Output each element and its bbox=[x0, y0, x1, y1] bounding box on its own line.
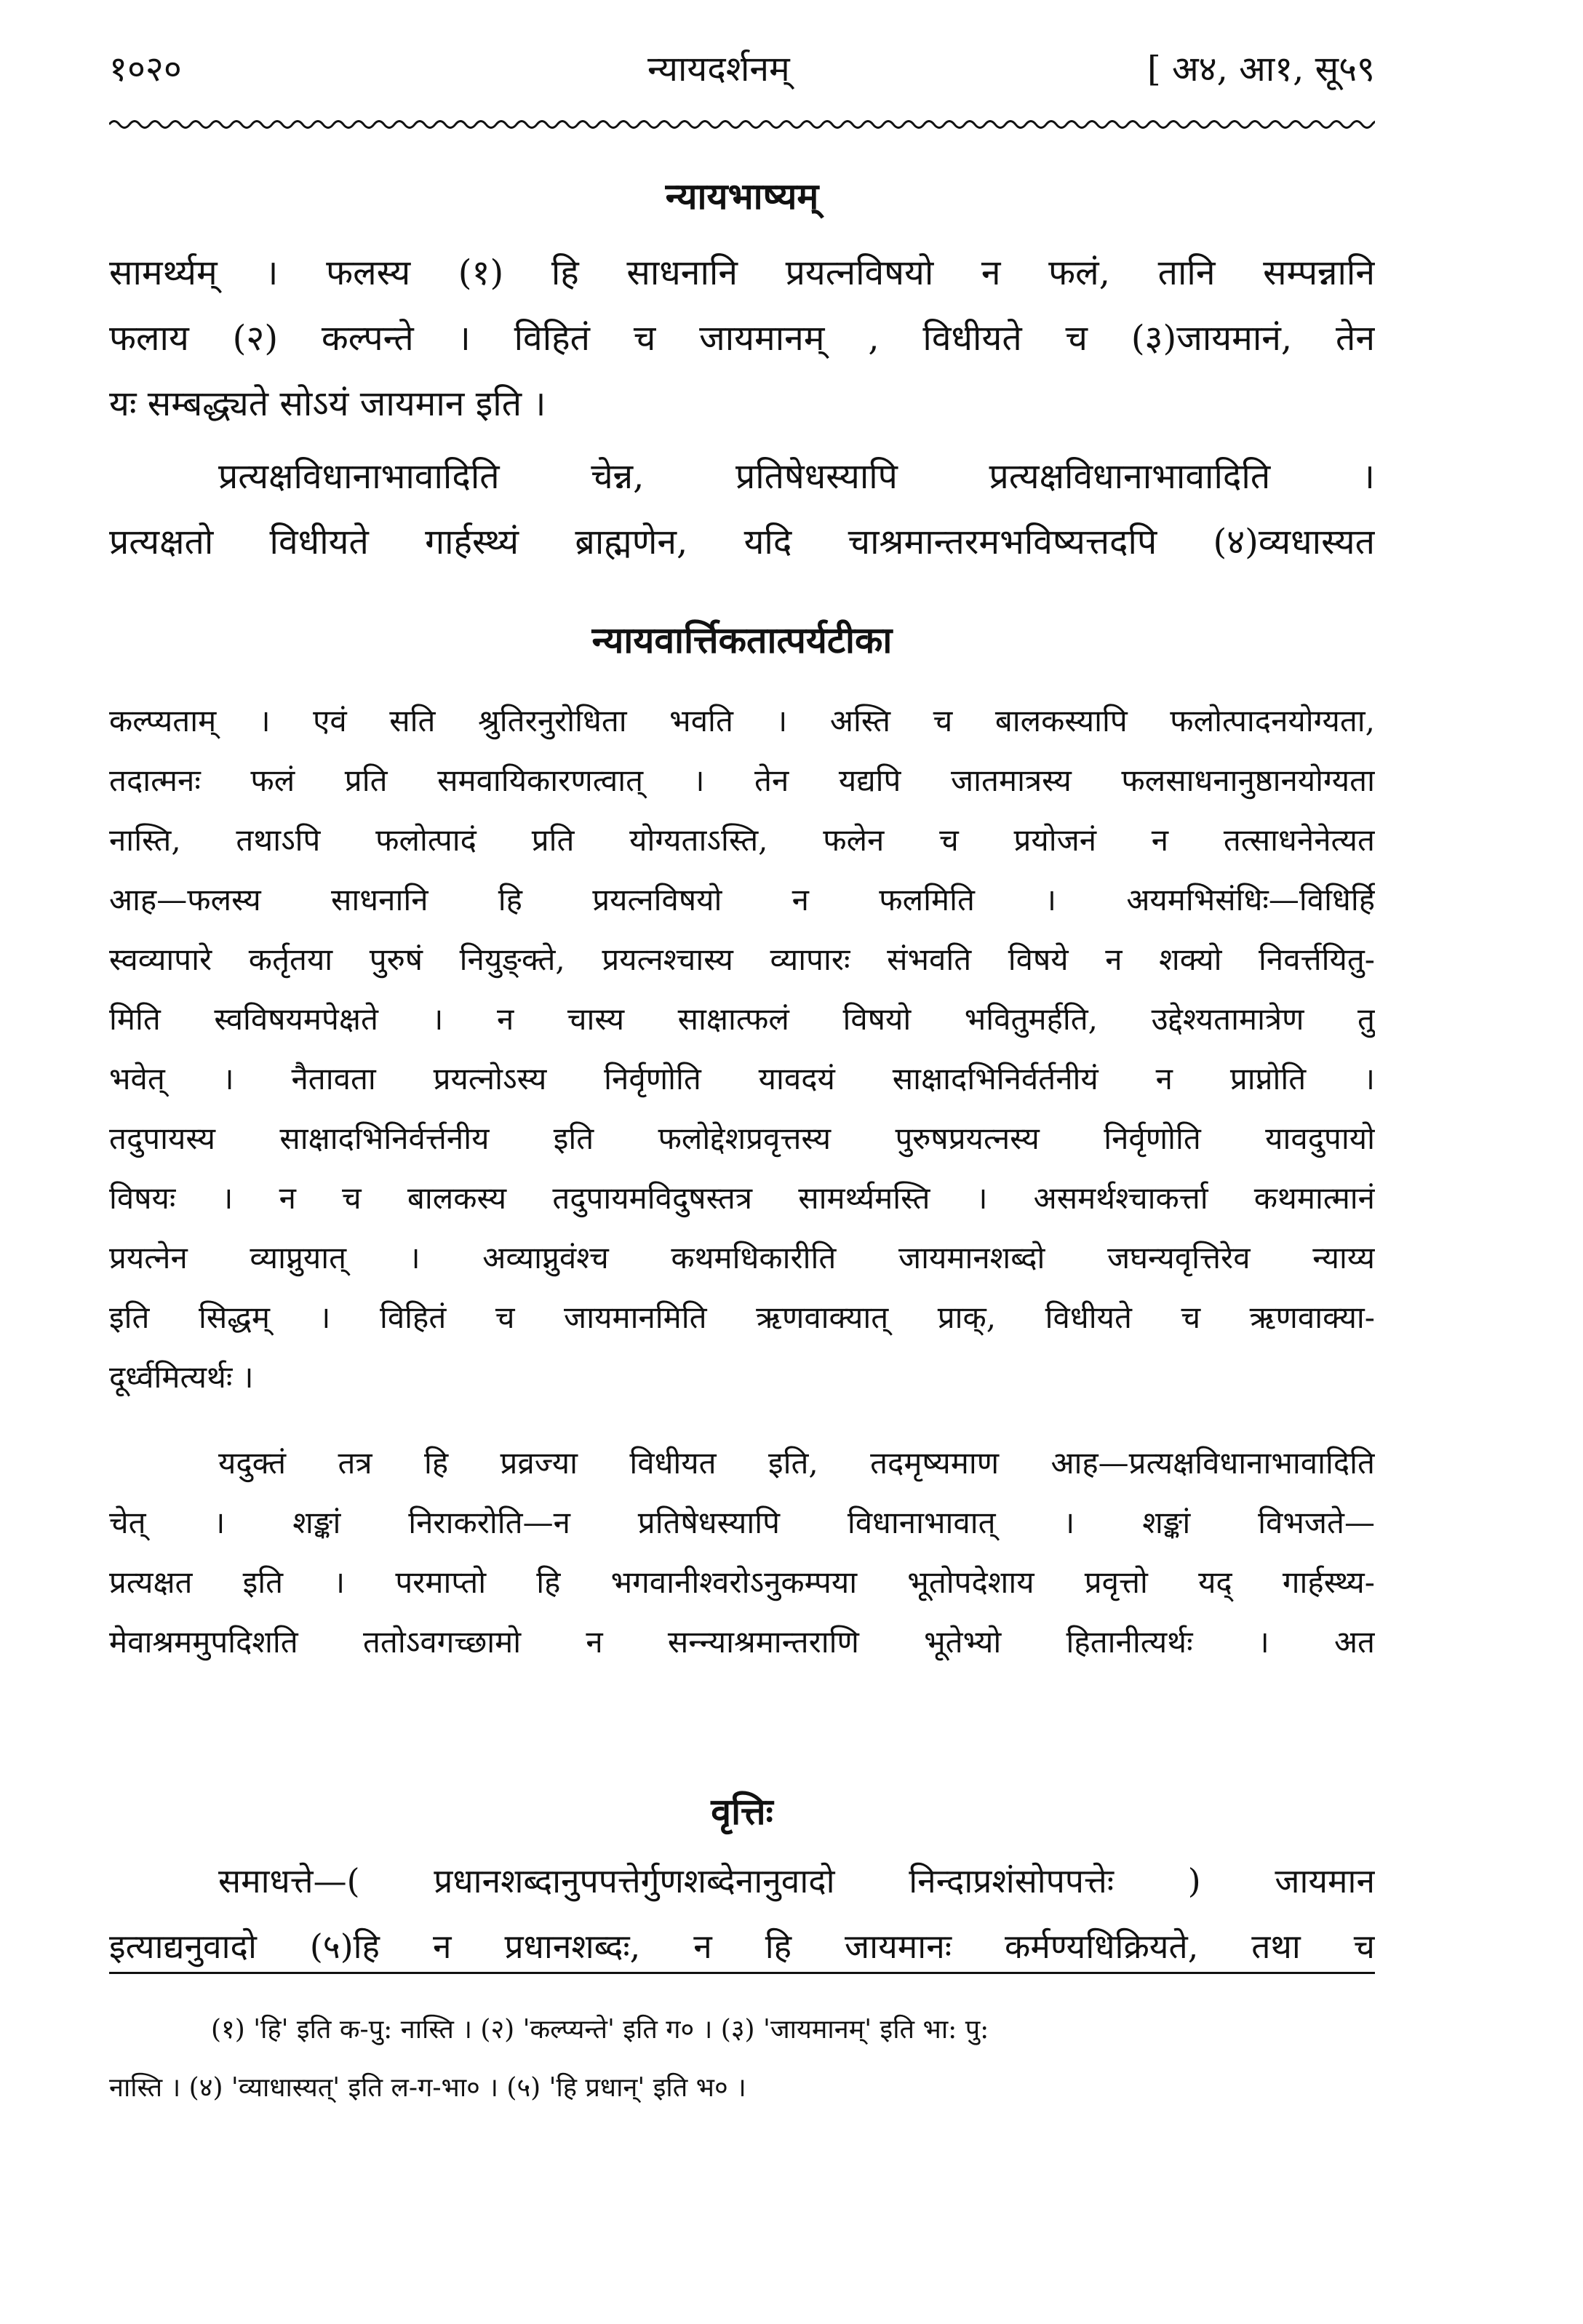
page-header bbox=[109, 36, 1375, 102]
text-line: यदुक्तं तत्र हि प्रव्रज्या विधीयत इति, तदमृष्यमाण आह—प्रत्यक्षविधानाभावादिति bbox=[218, 1445, 1375, 1481]
text-line: यः सम्बद्ध्यते सोऽयं जायमान इति । bbox=[109, 383, 546, 424]
text-line: समाधत्ते—( प्रधानशब्दानुपपत्तेर्गुणशब्देनानुवादो निन्दाप्रशंसोपपत्तेः ) जायमान bbox=[218, 1861, 1375, 1901]
text-line: प्रत्यक्षतो विधीयते गार्हस्थ्यं ब्राह्मणेन, यदि चाश्रमान्तरमभविष्यत्तदपि (४)व्यधास्यत bbox=[109, 522, 1375, 562]
tika-paragraph-2 bbox=[109, 1433, 1375, 1672]
footnotes bbox=[109, 2001, 1375, 2117]
text-line: तदात्मनः फलं प्रति समवायिकारणत्वात् । तेन यद्यपि जातमात्रस्य फलसाधनानुष्ठानयोग्यता bbox=[109, 763, 1375, 798]
text-line: आह—फलस्य साधनानि हि प्रयत्नविषयो न फलमिति । अयमभिसंधिः—विधिर्हि bbox=[109, 882, 1375, 918]
bhashya-paragraph-2 bbox=[109, 444, 1375, 575]
text-line: तदुपायस्य साक्षादभिनिर्वर्त्तनीय इति फलोद्देशप्रवृत्तस्य पुरुषप्रयत्नस्य निर्वृणोति यावदुपायो bbox=[109, 1121, 1375, 1156]
text-line: भवेत् । नैतावता प्रयत्नोऽस्य निर्वृणोति यावदयं साक्षादभिनिर्वर्तनीयं न प्राप्नोति । bbox=[109, 1061, 1375, 1097]
text-line: इत्याद्यनुवादो (५)हि न प्रधानशब्दः, न हि जायमानः कर्मण्यधिक्रियते, तथा च bbox=[109, 1927, 1375, 1966]
text-line: प्रयत्नेन व्याप्नुयात् । अव्याप्नुवंश्च कथमधिकारीति जायमानशब्दो जघन्यवृत्तिरेव न्याय्य bbox=[109, 1240, 1375, 1276]
vritti-heading: वृत्तिः bbox=[711, 1790, 773, 1833]
vritti-paragraph-1 bbox=[109, 1848, 1375, 1979]
text-line: मिति स्वविषयमपेक्षते । न चास्य साक्षात्फलं विषयो भवितुमर्हति, उद्देश्यतामात्रेण तु bbox=[109, 1001, 1375, 1037]
text-line: प्रत्यक्षत इति । परमाप्तो हि भगवानीश्वरोऽनुकम्पया भूतोपदेशाय प्रवृत्तो यद् गार्हस्थ्य- bbox=[109, 1564, 1375, 1600]
text-line: सामर्थ्यम् । फलस्य (१) हि साधनानि प्रयत्नविषयो न फलं, तानि सम्पन्नानि bbox=[109, 252, 1375, 293]
text-line: विषयः । न च बालकस्य तदुपायमविदुषस्तत्र सामर्थ्यमस्ति । असमर्थश्चाकर्त्ता कथमात्मानं bbox=[109, 1180, 1375, 1216]
page-number: १०२० bbox=[109, 49, 182, 89]
text-line: इति सिद्धम् । विहितं च जायमानमिति ऋणवाक्यात् प्राक्, विधीयते च ऋणवाक्या- bbox=[109, 1300, 1375, 1335]
text-line: फलाय (२) कल्पन्ते । विहितं च जायमानम् , विधीयते च (३)जायमानं, तेन bbox=[109, 318, 1375, 359]
section-reference: [ अ४, आ१, सू५९ bbox=[1147, 49, 1375, 89]
bhashya-heading: न्यायभाष्यम् bbox=[665, 175, 819, 218]
footnote-line: नास्ति । (४) 'व्याधास्यत्' इति ल-ग-भा० । (५) 'हि प्रधान्' इति भ० । bbox=[109, 2073, 746, 2103]
text-line: मेवाश्रममुपदिशति ततोऽवगच्छामो न सन्न्याश्रमान्तराणि भूतेभ्यो हितानीत्यर्थः । अत bbox=[109, 1624, 1375, 1660]
running-title: न्यायदर्शनम् bbox=[647, 49, 790, 89]
footnote-rule bbox=[109, 1972, 1375, 1974]
bhashya-paragraph-1 bbox=[109, 240, 1375, 437]
tika-paragraph-1 bbox=[109, 691, 1375, 1407]
text-line: कल्प्यताम् । एवं सति श्रुतिरनुरोधिता भवति । अस्ति च बालकस्यापि फलोत्पादनयोग्यता, bbox=[109, 703, 1375, 739]
text-line: स्वव्यापारे कर्तृतया पुरुषं नियुङ्क्ते, प्रयत्नश्चास्य व्यापारः संभवति विषये न शक्यो निवर्त्तयितु- bbox=[109, 942, 1375, 977]
footnote-line: (१) 'हि' इति क-पु: नास्ति । (२) 'कल्प्यन्ते' इति ग० । (३) 'जायमानम्' इति भा: पु: bbox=[211, 2015, 989, 2045]
text-line: दूर्ध्वमित्यर्थः । bbox=[109, 1359, 254, 1395]
tika-heading: न्यायवार्त्तिकतात्पर्यटीका bbox=[591, 618, 893, 661]
text-line: चेत् । शङ्कां निराकरोति—न प्रतिषेधस्यापि विधानाभावात् । शङ्कां विभजते— bbox=[109, 1505, 1375, 1540]
header-wavy-rule bbox=[109, 116, 1375, 132]
text-line: प्रत्यक्षविधानाभावादिति चेन्न, प्रतिषेधस्यापि प्रत्यक्षविधानाभावादिति । bbox=[218, 456, 1375, 497]
text-line: नास्ति, तथाऽपि फलोत्पादं प्रति योग्यताऽस्ति, फलेन च प्रयोजनं न तत्साधनेनेत्यत bbox=[109, 822, 1375, 858]
